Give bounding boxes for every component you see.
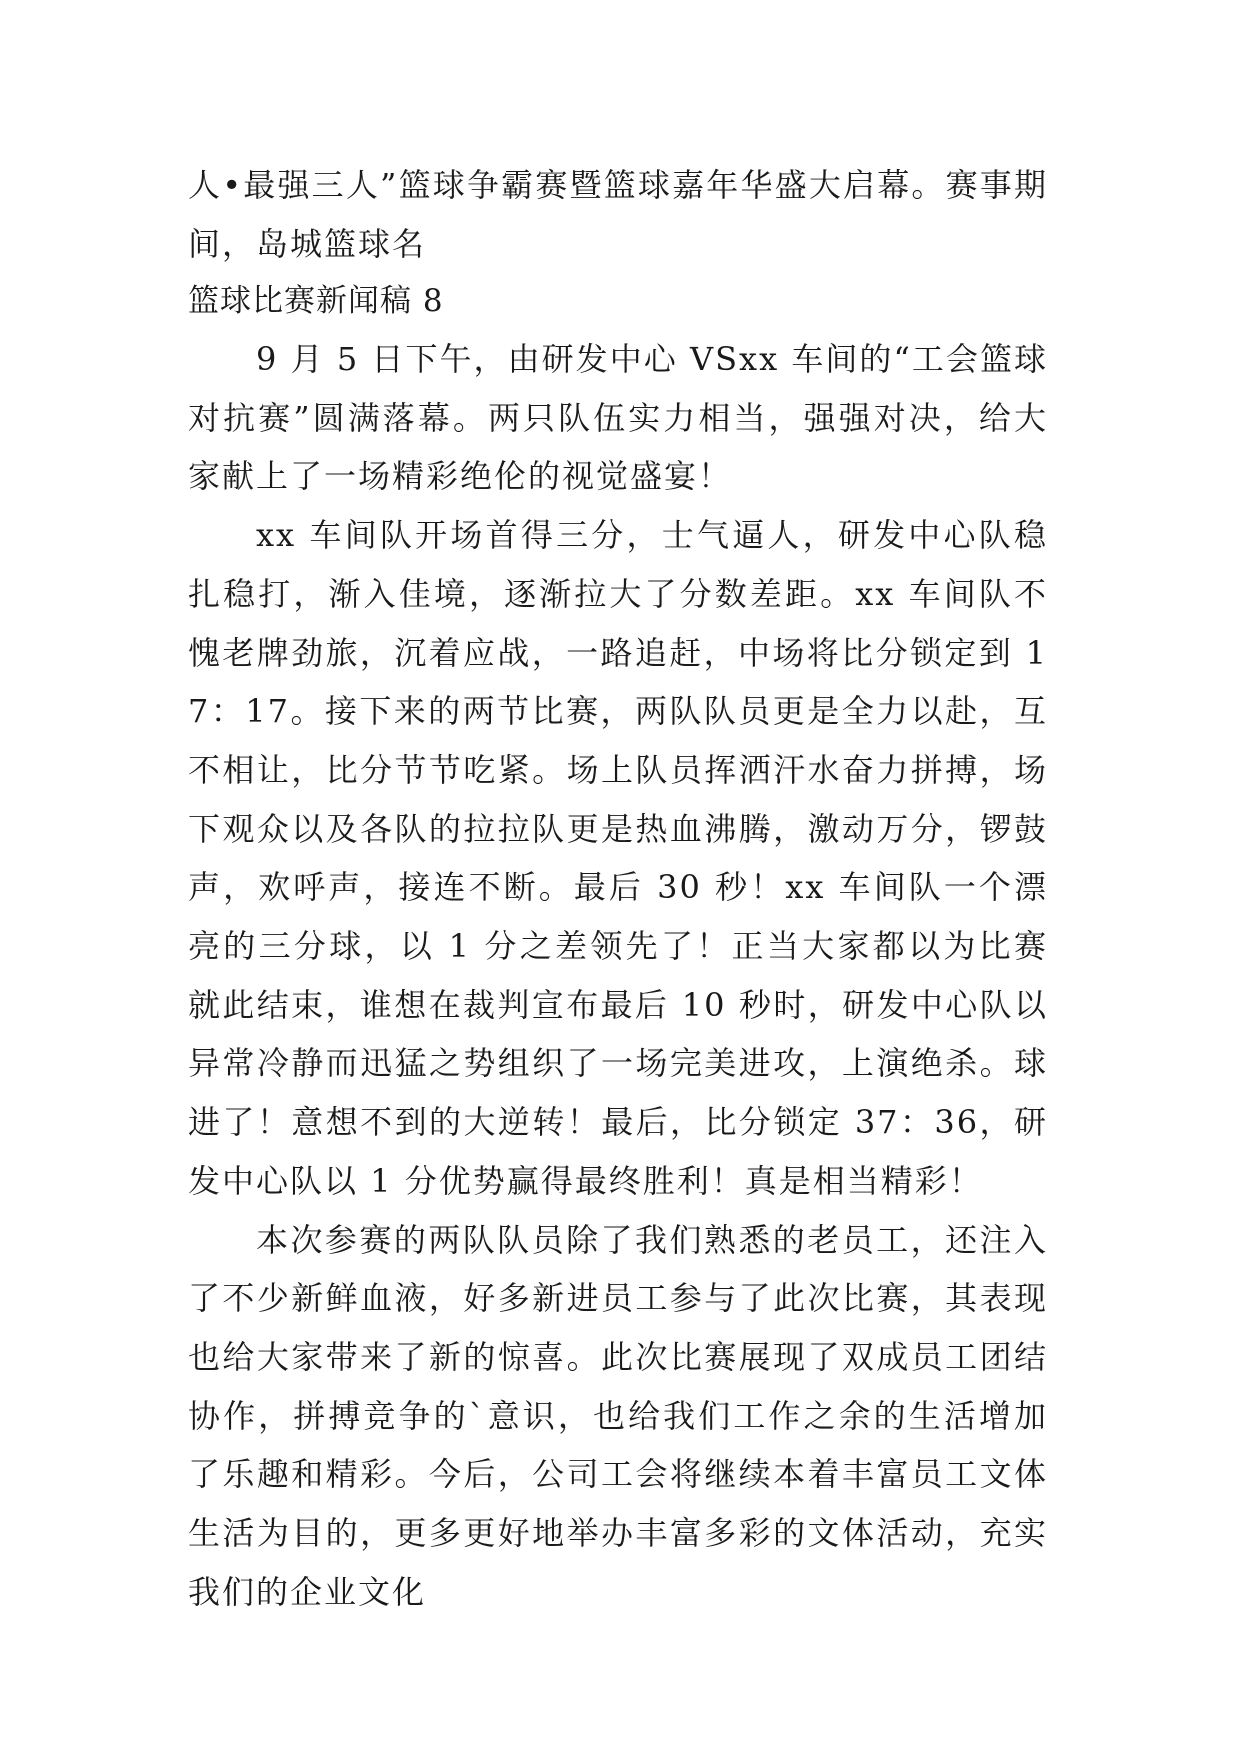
article-paragraph-2: xx 车间队开场首得三分，士气逼人，研发中心队稳扎稳打，渐入佳境，逐渐拉大了分数差距。xx 车间队不愧老牌劲旅，沉着应战，一路追赶，中场将比分锁定到 17：17。接下来的两节比赛，两队队员更是全力以赴，互不相让，比分节节吃紧。场上队员挥洒汗水奋力拼搏，场下观众以及各队的拉拉队更是热血沸腾，激动万分，锣鼓声，欢呼声，接连不断。最后 30 秒！xx 车间队一个漂亮的三分球，以 1 分之差领先了！正当大家都以为比赛就此结束，谁想在裁判宣布最后 10 秒时，研发中心队以异常冷静而迅猛之势组织了一场完美进攻，上演绝杀。球进了！意想不到的大逆转！最后，比分锁定 37：36，研发中心队以 1 分优势赢得最终胜利！真是相当精彩！ [188,516,1048,1200]
article-heading: 篮球比赛新闻稿 8 [188,283,444,319]
article-paragraph-3: 本次参赛的两队队员除了我们熟悉的老员工，还注入了不少新鲜血液，好多新进员工参与了此次比赛，其表现也给大家带来了新的惊喜。此次比赛展现了双成员工团结协作，拼搏竞争的`意识，也给我们工作之余的生活增加了乐趣和精彩。今后，公司工会将继续本着丰富员工文体生活为目的，更多更好地举办丰富多彩的文体活动，充实我们的企业文化 [188,1220,1048,1611]
article-body [188,330,1048,1621]
continued-text: 人•最强三人”篮球争霸赛暨篮球嘉年华盛大启幕。赛事期间，岛城篮球名 [188,166,1048,263]
continued-paragraph [188,156,1048,273]
article-paragraph-1: 9 月 5 日下午，由研发中心 VSxx 车间的“工会篮球对抗赛”圆满落幕。两只队伍实力相当，强强对决，给大家献上了一场精彩绝伦的视觉盛宴！ [188,340,1048,496]
